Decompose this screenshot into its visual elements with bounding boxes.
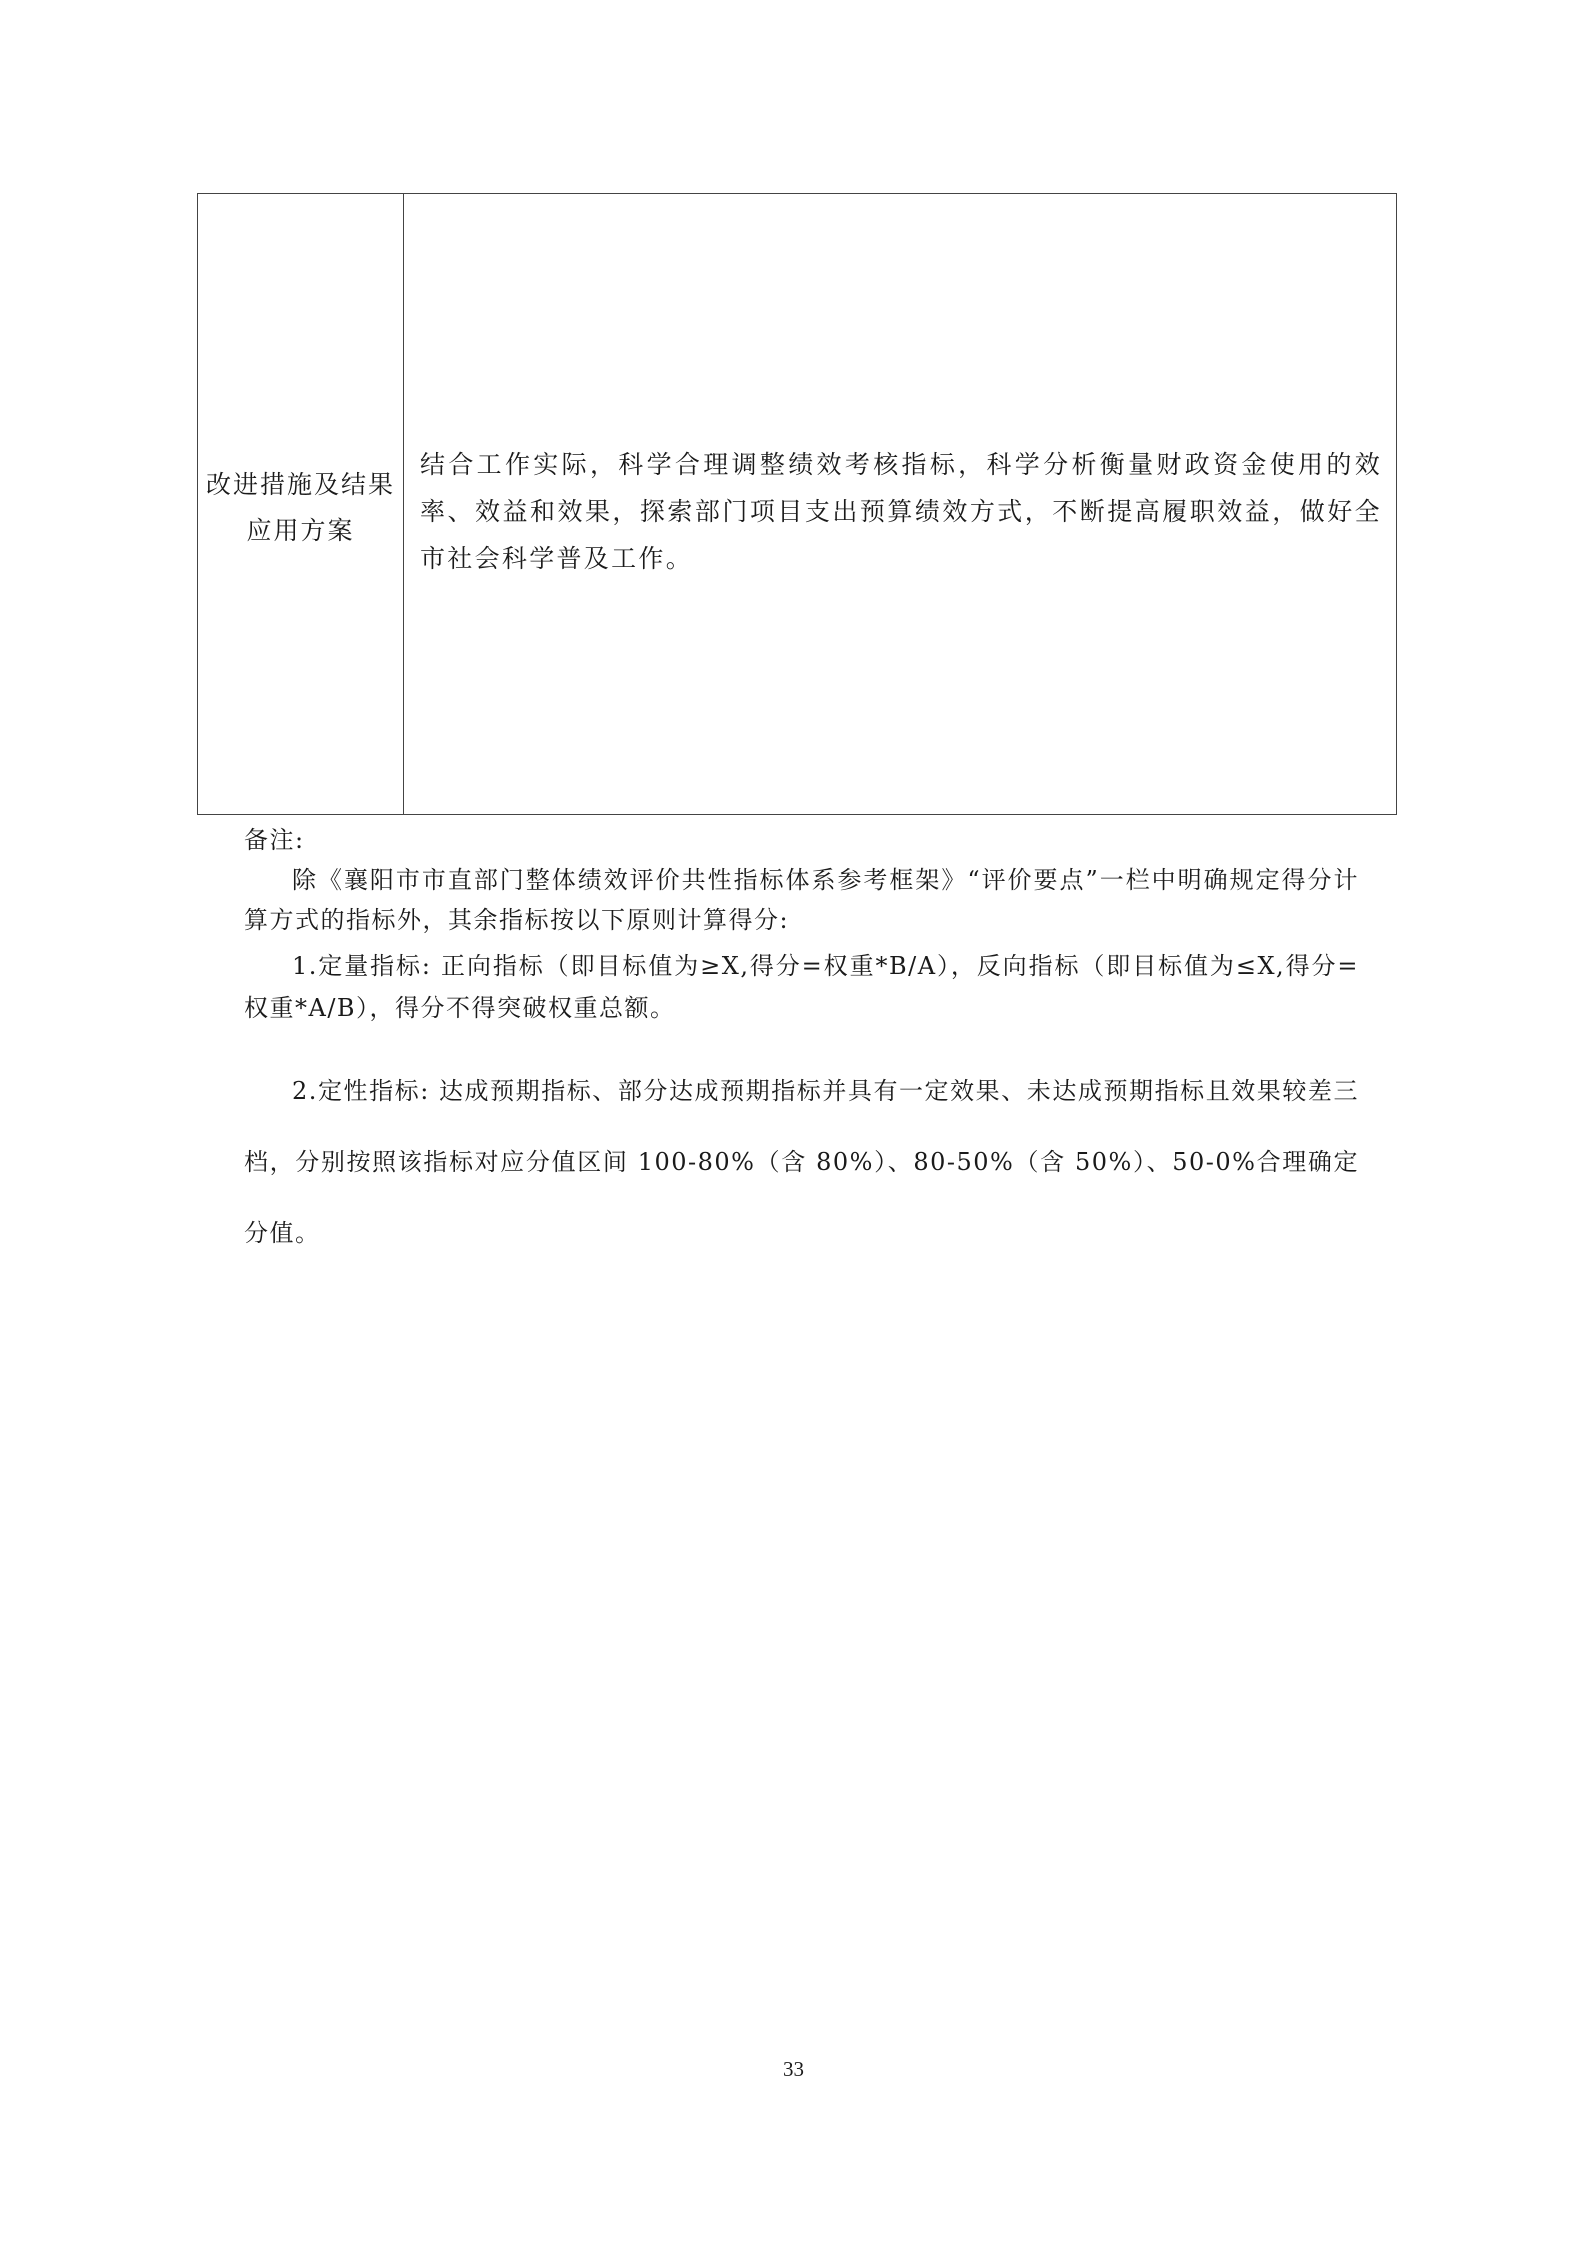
notes-title: 备注:: [244, 826, 305, 854]
row-label: 改进措施及结果应用方案: [205, 470, 395, 545]
label-cell: [198, 194, 404, 814]
notes-paragraph-qualitative: 2.定性指标: 达成预期指标、部分达成预期指标并具有一定效果、未达成预期指标且效果较差三档，分别按照该指标对应分值区间 100-80%（含 80%）、80-50%（含 50%）、50-0%合理确定分值。: [244, 1077, 1359, 1247]
measures-table: [197, 193, 1397, 815]
notes-paragraph-intro: 除《襄阳市市直部门整体绩效评价共性指标体系参考框架》“评价要点”一栏中明确规定得分计算方式的指标外，其余指标按以下原则计算得分:: [244, 866, 1359, 934]
measures-content: 结合工作实际，科学合理调整绩效考核指标，科学分析衡量财政资金使用的效率、效益和效果，探索部门项目支出预算绩效方式，不断提高履职效益，做好全市社会科学普及工作。: [420, 450, 1382, 573]
page-number: 33: [783, 2057, 804, 2081]
content-cell: [404, 194, 1396, 814]
notes-paragraph-quantitative: 1.定量指标: 正向指标（即目标值为≥X,得分=权重*B/A），反向指标（即目标值为≤X,得分=权重*A/B），得分不得突破权重总额。: [244, 952, 1359, 1022]
